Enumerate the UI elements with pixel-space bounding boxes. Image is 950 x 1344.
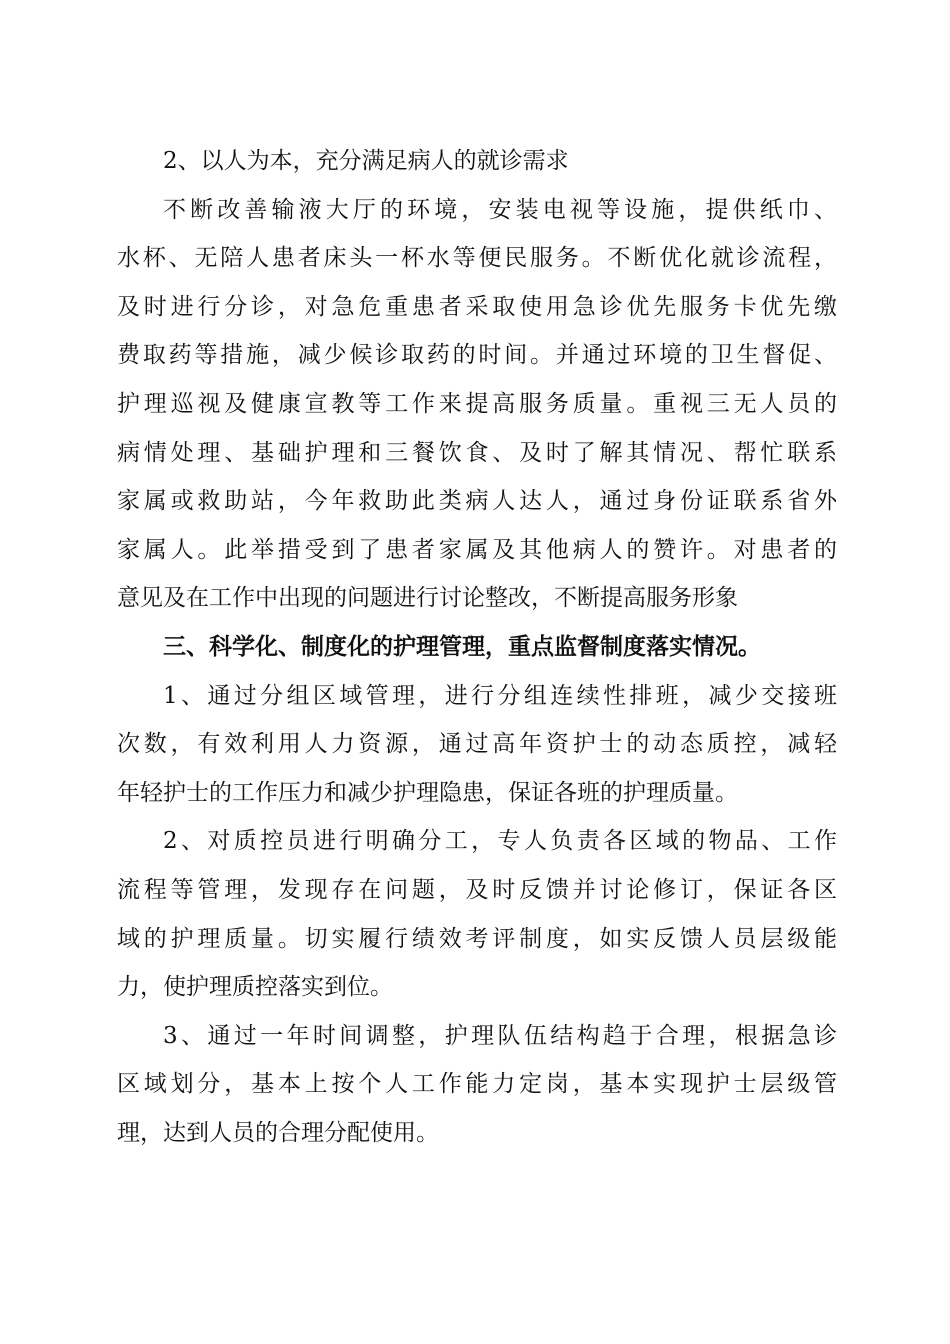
paragraph-line: 家属人。此举措受到了患者家属及其他病人的赞许。对患者的 xyxy=(117,536,837,563)
paragraph-line: 次数，有效利用人力资源，通过高年资护士的动态质控，减轻 xyxy=(117,731,837,758)
paragraph-line: 水杯、无陪人患者床头一杯水等便民服务。不断优化就诊流程， xyxy=(117,245,837,272)
paragraph-line: 费取药等措施，减少候诊取药的时间。并通过环境的卫生督促、 xyxy=(117,342,837,369)
paragraph-line: 不断改善输液大厅的环境，安装电视等设施，提供纸巾、 xyxy=(163,196,837,223)
section-3-heading: 三、科学化、制度化的护理管理，重点监督制度落实情况。 xyxy=(163,632,761,660)
document-body xyxy=(117,137,837,1157)
paragraph-line: 3、通过一年时间调整，护理队伍结构趋于合理，根据急诊 xyxy=(163,1022,837,1049)
item-1-paragraph xyxy=(117,672,837,818)
paragraph-line: 护理巡视及健康宣教等工作来提高服务质量。重视三无人员的 xyxy=(117,390,837,417)
paragraph-line: 意见及在工作中出现的问题进行讨论整改，不断提高服务形象 xyxy=(117,585,738,612)
paragraph-line: 力，使护理质控落实到位。 xyxy=(117,974,393,1001)
section-2-paragraph xyxy=(117,186,837,623)
paragraph-line: 流程等管理，发现存在问题，及时反馈并讨论修订，保证各区 xyxy=(117,876,837,903)
paragraph-line: 域的护理质量。切实履行绩效考评制度，如实反馈人员层级能 xyxy=(117,925,837,952)
item-3-paragraph xyxy=(117,1012,837,1158)
paragraph-line: 1、通过分组区域管理，进行分组连续性排班，减少交接班 xyxy=(163,682,837,709)
paragraph-line: 区域划分，基本上按个人工作能力定岗，基本实现护士层级管 xyxy=(117,1071,837,1098)
section-2-title: 2、以人为本，充分满足病人的就诊需求 xyxy=(163,148,569,174)
paragraph-line: 及时进行分诊，对急危重患者采取使用急诊优先服务卡优先缴 xyxy=(117,293,837,320)
paragraph-line: 病情处理、基础护理和三餐饮食、及时了解其情况、帮忙联系 xyxy=(117,439,837,466)
paragraph-line: 年轻护士的工作压力和减少护理隐患，保证各班的护理质量。 xyxy=(117,779,738,806)
paragraph-line: 家属或救助站，今年救助此类病人达人，通过身份证联系省外 xyxy=(117,488,837,515)
paragraph-line: 2、对质控员进行明确分工，专人负责各区域的物品、工作 xyxy=(163,828,837,855)
item-2-paragraph xyxy=(117,817,837,1011)
paragraph-line: 理，达到人员的合理分配使用。 xyxy=(117,1119,439,1146)
